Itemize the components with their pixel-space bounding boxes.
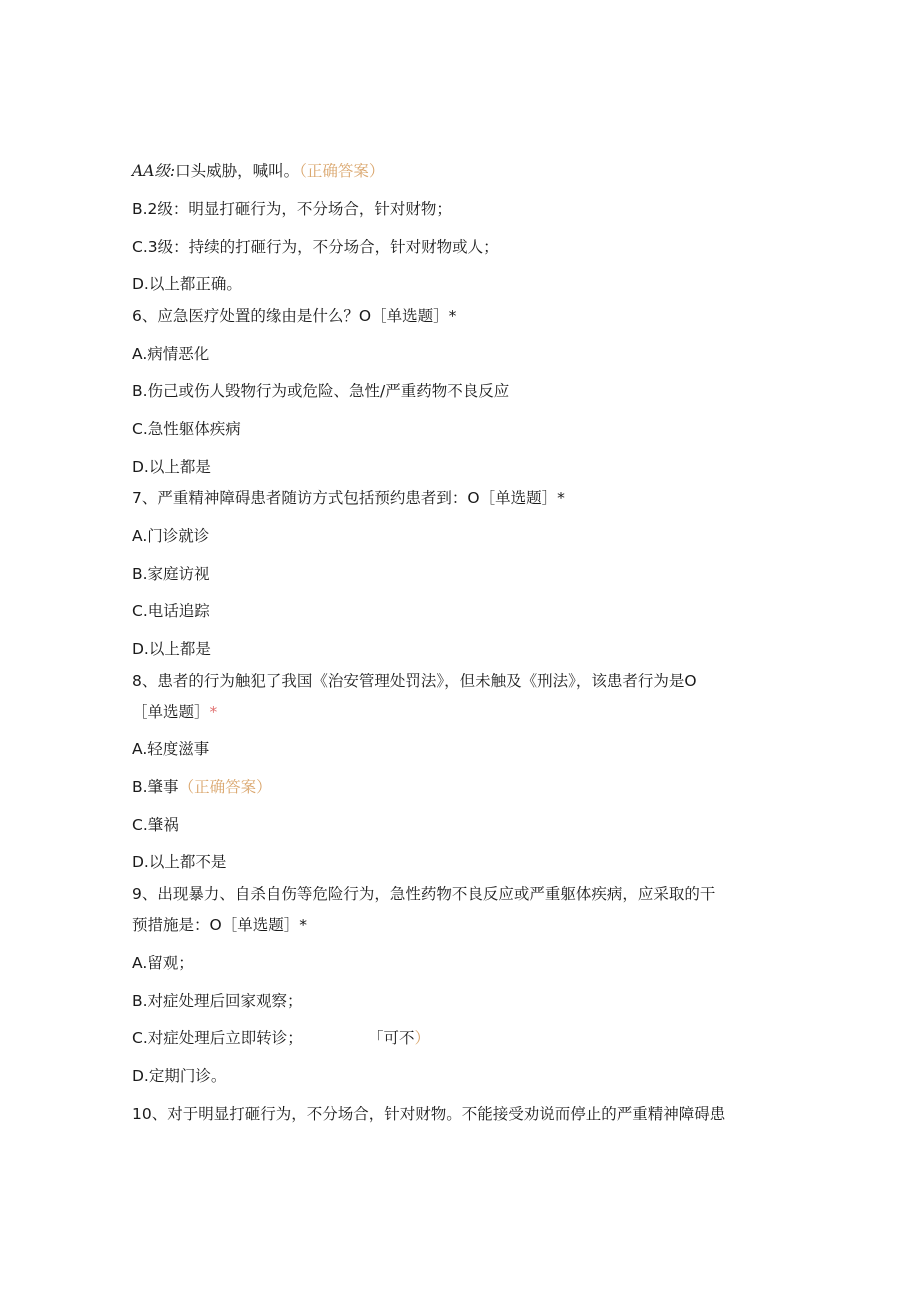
q9-title-line-2: 预措施是：O［单选题］* — [132, 916, 307, 934]
q5-option-a-prefix: AA级: — [132, 162, 176, 180]
q8-title-line-1: 8、患者的行为触犯了我国《治安管理处罚法》，但未触及《刑法》，该患者行为是O — [132, 672, 697, 690]
q7-option-c: C.电话追踪 — [132, 602, 210, 620]
q5-option-d: D.以上都正确。 — [132, 275, 242, 293]
q9-option-c: C.对症处理后立即转诊； — [132, 1029, 303, 1047]
q9-option-b: B.对症处理后回家观察； — [132, 992, 303, 1010]
q9-note-bracket: ） — [414, 1029, 431, 1047]
q8-question-type: ［单选题］ — [132, 703, 210, 721]
q9-note-text: 「可不 — [368, 1029, 415, 1047]
q9-option-a: A.留观； — [132, 954, 194, 972]
q9-title-line-1: 9、出现暴力、自杀自伤等危险行为，急性药物不良反应或严重躯体疾病，应采取的干 — [132, 885, 716, 903]
q7-option-b: B.家庭访视 — [132, 565, 210, 583]
q8-required-star: * — [209, 703, 218, 721]
q5-option-a-text: 口头威胁，喊叫。 — [175, 162, 300, 180]
q5-correct-answer-mark: （正确答案） — [299, 162, 385, 180]
q8-option-c: C.肇祸 — [132, 816, 179, 834]
q5-option-b: B.2级：明显打砸行为，不分场合，针对财物； — [132, 200, 452, 218]
q5-option-a — [132, 160, 384, 182]
q7-option-d: D.以上都是 — [132, 640, 211, 658]
q6-option-c: C.急性躯体疾病 — [132, 420, 241, 438]
q8-correct-answer-mark: （正确答案） — [178, 778, 272, 796]
q6-option-a: A.病情恶化 — [132, 345, 210, 363]
q9-option-c-note — [368, 1027, 430, 1049]
q8-title-line-2 — [132, 701, 217, 723]
q7-title: 7、严重精神障碍患者随访方式包括预约患者到：O［单选题］* — [132, 489, 565, 507]
q6-title: 6、应急医疗处置的缘由是什么？O［单选题］* — [132, 307, 457, 325]
q5-option-c: C.3级：持续的打砸行为，不分场合，针对财物或人； — [132, 238, 499, 256]
q6-option-b: B.伤己或伤人毁物行为或危险、急性/严重药物不良反应 — [132, 382, 510, 400]
q8-option-d: D.以上都不是 — [132, 853, 227, 871]
q9-option-d: D.定期门诊。 — [132, 1067, 227, 1085]
q8-option-a: A.轻度滋事 — [132, 740, 210, 758]
q7-option-a: A.门诊就诊 — [132, 527, 210, 545]
q8-option-b-text: B.肇事 — [132, 778, 179, 796]
q8-option-b — [132, 776, 272, 798]
q10-title-line-1: 10、对于明显打砸行为，不分场合，针对财物。不能接受劝说而停止的严重精神障碍患 — [132, 1105, 726, 1123]
q6-option-d: D.以上都是 — [132, 458, 211, 476]
